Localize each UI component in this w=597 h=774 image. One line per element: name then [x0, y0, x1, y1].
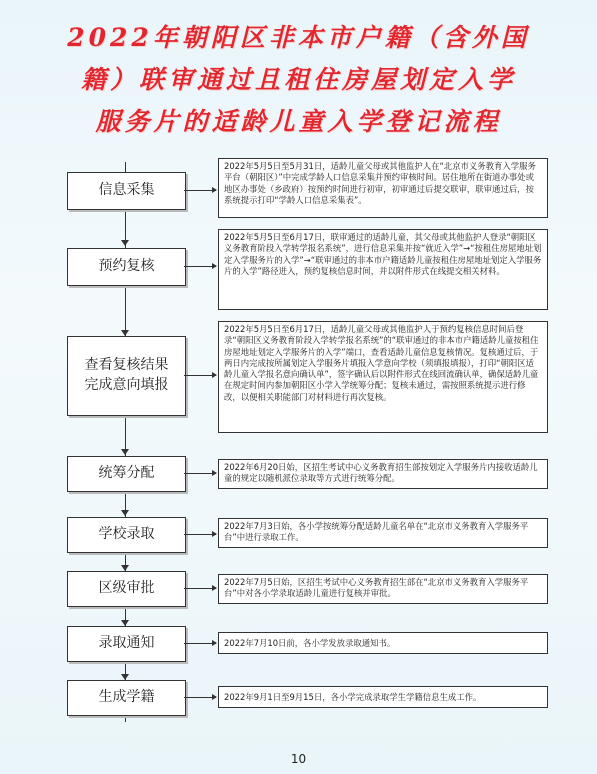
connector-arrow [184, 190, 216, 191]
step-allocation [67, 456, 186, 492]
connector-arrow [184, 266, 216, 267]
down-arrow [121, 510, 129, 516]
step-generate-student-record [67, 680, 186, 716]
step-label: 统筹分配 [98, 465, 155, 482]
connector-arrow [184, 534, 216, 535]
page-number: 10 [290, 752, 307, 766]
connector-arrow [184, 375, 216, 376]
step-label: 生成学籍 [98, 689, 155, 706]
step-appointment-review [67, 248, 186, 286]
page-title-line-1: 2022年朝阳区非本市户籍（含外国 [67, 23, 530, 52]
step-label-line-2: 完成意向填报 [84, 377, 169, 393]
step-info-collection [67, 172, 186, 210]
step-label: 录取通知 [98, 635, 155, 652]
step-description: 2022年9月1日至9月15日，各小学完成录取学生学籍信息生成工作。 [218, 686, 548, 708]
page-title-line-2: 籍）联审通过且租住房屋划定入学 [80, 65, 516, 94]
connector-arrow [184, 697, 216, 698]
step-description: 2022年5月5日至6月17日，联审通过的适龄儿童，其父母或其他监护人登录“朝阳区义务教育阶段入学转学报名系统”，进行信息采集并按“就近入学”→“按租住房屋地址划定入学服务片的入学”→“联审通过的非本市户籍适龄儿童按租住房屋地址划定入学服务片的入学”路径进入，预约复核信息时间，并以附件形式在线提交相关材料。 [218, 229, 548, 310]
page-title-line-3: 服务片的适龄儿童入学登记流程 [95, 107, 502, 136]
step-label: 预约复核 [98, 258, 155, 275]
step-check-result-fill-intent [67, 336, 186, 416]
step-label: 信息采集 [98, 182, 155, 199]
connector-arrow [184, 643, 216, 644]
step-description: 2022年5月5日至5月31日，适龄儿童父母或其他监护人在“北京市义务教育入学服务平台（朝阳区）”中完成学龄人口信息采集并预约审核时间。居住地所在街道办事处或地区办事处（乡政府）按预约时间进行初审，初审通过后提交联审，联审通过后，按系统提示打印“学龄人口信息采集表”。 [218, 158, 548, 218]
step-description: 2022年7月10日前，各小学发放录取通知书。 [218, 632, 548, 654]
step-admission-notice [67, 626, 186, 662]
down-arrow [121, 449, 129, 455]
step-description: 2022年7月5日始，区招生考试中心义务教育招生部在“北京市义务教育入学服务平台”中对各小学录取适龄儿童进行复核并审批。 [218, 574, 548, 604]
step-description: 2022年5月5日至6月17日，适龄儿童父母或其他监护人于预约复核信息时间后登录“朝阳区义务教育阶段入学转学报名系统”的“联审通过的非本市户籍适龄儿童按租住房屋地址划定入学服务片的入学”端口，查看适龄儿童信息复核情况。复核通过后，于两日内完成按所属划定入学服务片填报入学意向学校（须填报填报），打印“朝阳区适龄儿童入学报名意向确认单”，签字确认后以附件形式在线回流确认单，确保适龄儿童在规定时间内参加朝阳区小学入学统筹分配；复核未通过，需按照系统提示进行修改，以便相关职能部门对材料进行再次复核。 [218, 321, 548, 433]
down-arrow [121, 240, 129, 246]
step-district-approval [67, 571, 186, 607]
connector-arrow [184, 588, 216, 589]
step-description: 2022年6月20日始，区招生考试中心义务教育招生部按划定入学服务片内接收适龄儿童的规定以随机派位录取等方式进行统筹分配。 [218, 459, 548, 489]
step-label: 区级审批 [98, 580, 155, 597]
step-description: 2022年7月3日始，各小学按统筹分配适龄儿童名单在“北京市义务教育入学服务平台”中进行录取工作。 [218, 518, 548, 548]
connector-arrow [184, 473, 216, 474]
step-label: 学校录取 [98, 526, 155, 543]
step-label-line-1: 查看复核结果 [84, 357, 169, 374]
step-school-admission [67, 517, 186, 553]
